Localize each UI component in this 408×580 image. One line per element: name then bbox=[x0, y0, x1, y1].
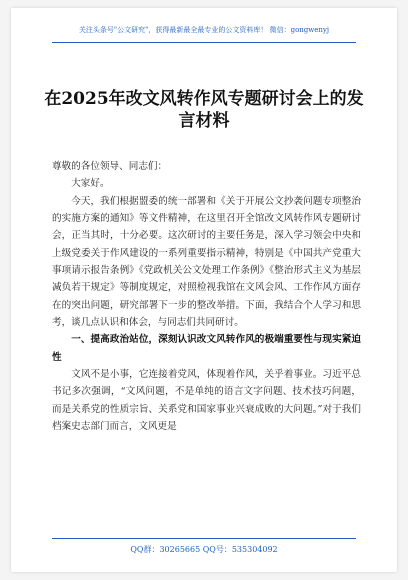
salutation: 尊敬的各位领导、同志们： bbox=[52, 161, 168, 172]
header-divider bbox=[52, 42, 356, 43]
header-promo-note: 关注头条号"公文研究"，获得最新最全最专业的公文资料库！ 微信：gongwenyj bbox=[78, 26, 330, 34]
body-paragraph-1: 今天，我们根据盟委的统一部署和《关于开展公文抄袭问题专项整治的实施方案的通知》等文件精神，在这里召开全馆改文风转作风专题研讨会，正当其时，十分必要。这次研讨的主要任务是，深入学习领会中央和上级党委关于作风建设的一系列重要指示精神，特别是《中国共产党重大事项请示报告条例》《党政机关公文处理工作条例》《整治形式主义为基层减负若干规定》等制度规定，对照检视我馆在文风会风、工作作风方面存在的突出问题，研究部署下一步的整改举措。下面，我结合个人学习和思考，谈几点认识和体会，与同志们共同研讨。 bbox=[52, 195, 361, 329]
footer-contact-note: QQ群：30265665 QQ号：535304092 bbox=[130, 545, 278, 554]
document-title: 在2025年改文风转作风专题研讨会上的发言材料 bbox=[44, 89, 364, 131]
greeting: 大家好。 bbox=[71, 178, 110, 190]
document-body bbox=[52, 158, 361, 436]
section-heading-1: 一、提高政治站位，深刻认识改文风转作风的极端重要性与现实紧迫性 bbox=[52, 334, 361, 363]
body-paragraph-2: 文风不是小事，它连接着党风，体现着作风，关乎着事业。习近平总书记多次强调，“文风问题，不是单纯的语言文字问题、技术技巧问题，而是关系党的性质宗旨、关系党和国家事业兴衰成败的大问题。”对于我们档案史志部门而言，文风更是 bbox=[52, 369, 361, 433]
footer-divider bbox=[52, 538, 356, 539]
document-page bbox=[11, 8, 397, 572]
